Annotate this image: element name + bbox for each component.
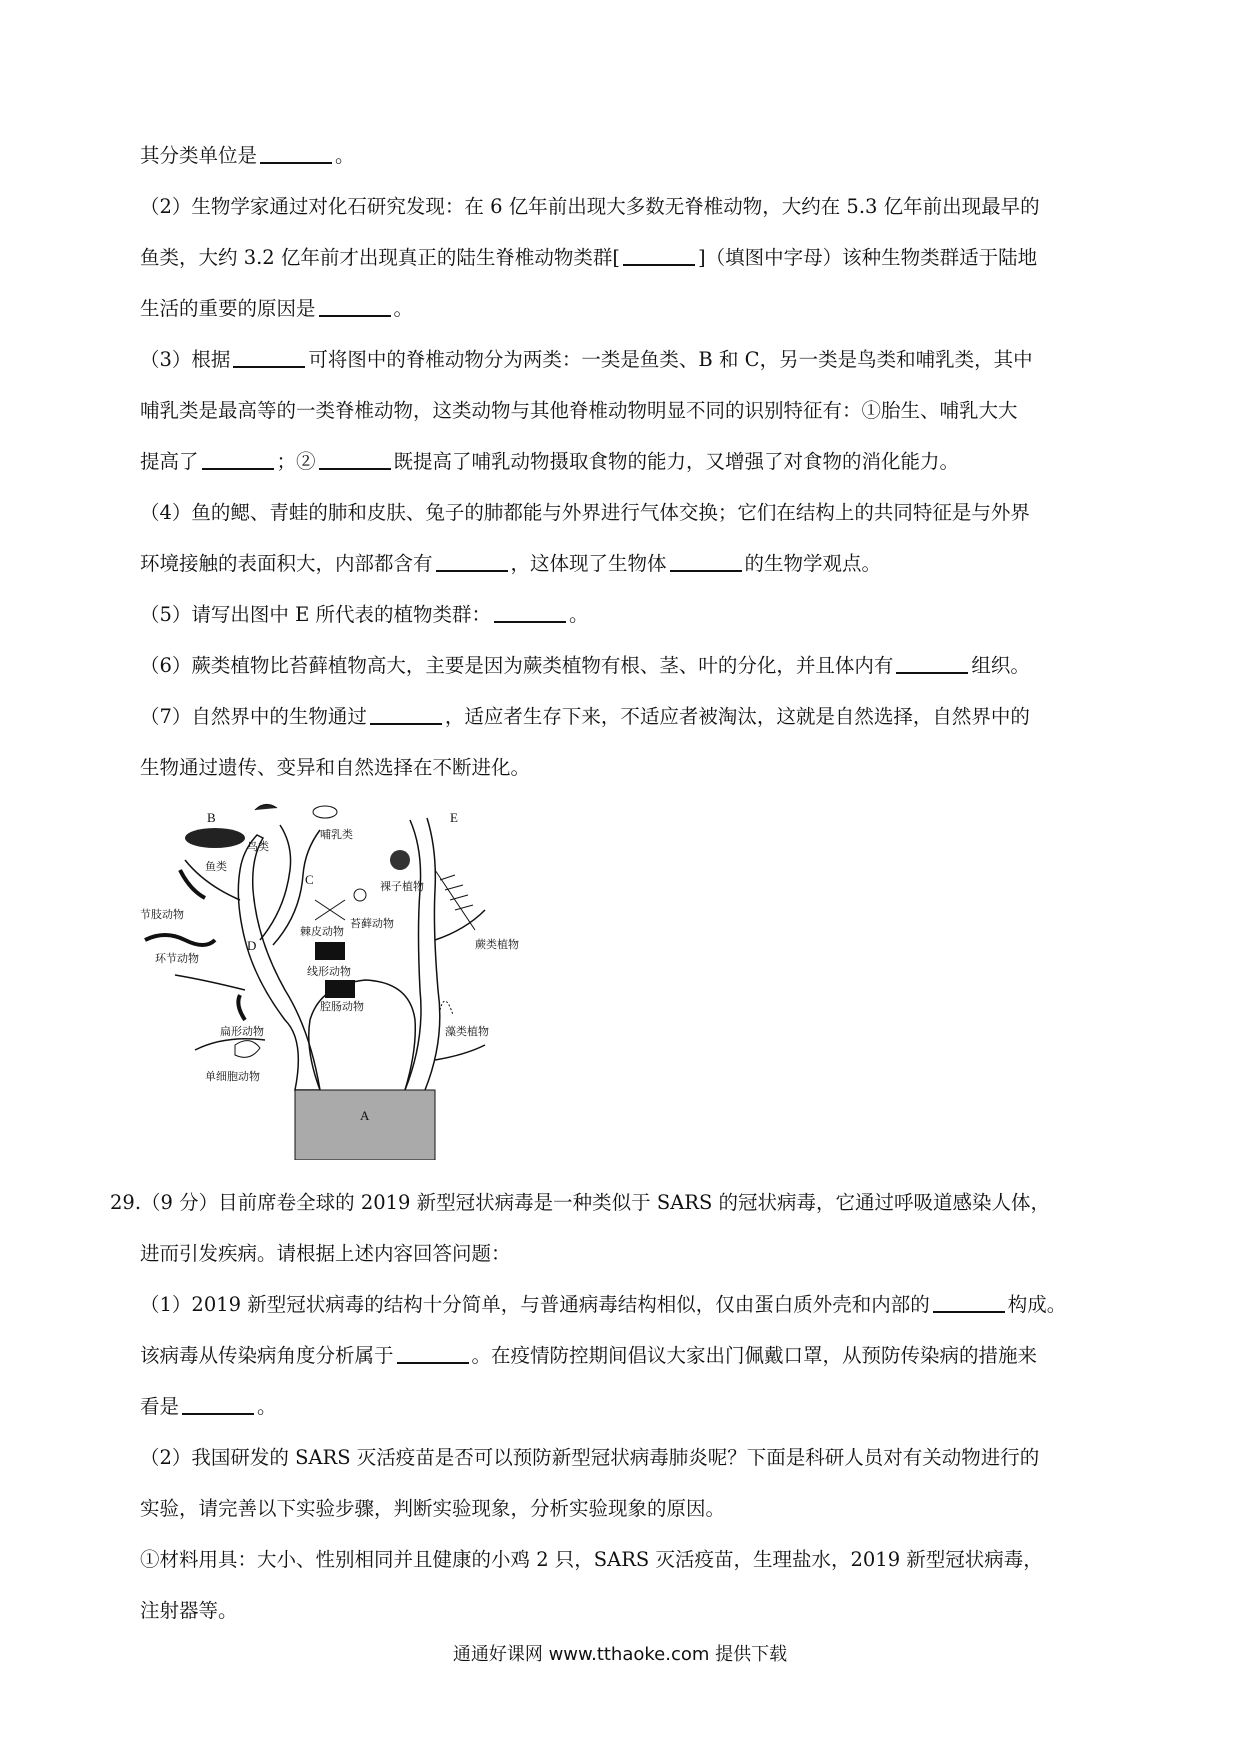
answer-blank[interactable] (233, 348, 305, 368)
letter-a: A (360, 1108, 370, 1123)
tree-annelid-branch (195, 1039, 265, 1050)
evolution-tree-figure (135, 790, 595, 1160)
cnidarian-illustration (325, 980, 355, 998)
answer-blank[interactable] (319, 450, 391, 470)
q28-p2-line-3: 生活的重要的原因是 。 (140, 297, 414, 320)
tree-trunk (295, 1090, 435, 1160)
label-protozoan: 单细胞动物 (205, 1070, 260, 1083)
q29-p3-line-2: 实验，请完善以下实验步骤，判断实验现象，分析实验现象的原因。 (140, 1497, 726, 1520)
nematode-illustration (315, 942, 345, 960)
q28-p3-line-3: 提高了 ；② 既提高了哺乳动物摄取食物的能力，又增强了对食物的消化能力。 (140, 450, 960, 473)
q28-p5: （5）请写出图中 E 所代表的植物类群： 。 (140, 603, 589, 626)
tree-fern-branch (435, 910, 485, 940)
q28-text (140, 130, 1125, 793)
q29-p2-line-1: （1）2019 新型冠状病毒的结构十分简单，与普通病毒结构相似，仅由蛋白质外壳和内部的 构成。 (140, 1293, 1067, 1316)
annelid-illustration (145, 935, 215, 945)
page-footer: 通通好课网 www.tthaoke.com 提供下载 (452, 1644, 788, 1665)
answer-blank[interactable] (436, 552, 508, 572)
q28-p3-line-1: （3）根据 可将图中的脊椎动物分为两类：一类是鱼类、B 和 C，另一类是鸟类和哺乳类，其中 (140, 348, 1033, 371)
label-echinoderm: 棘皮动物 (300, 925, 344, 938)
label-cnidarian: 腔肠动物 (320, 1000, 364, 1013)
q29-p2-line-3: 看是 。 (140, 1395, 277, 1418)
label-mammal: 哺乳类 (320, 828, 353, 841)
q28-p7-line-2: 生物通过遗传、变异和自然选择在不断进化。 (140, 756, 531, 779)
q29-p4-line-2: 注射器等。 (140, 1599, 238, 1622)
rabbit-illustration (313, 806, 337, 818)
answer-blank[interactable] (670, 552, 742, 572)
letter-c: C (305, 872, 314, 887)
algae-illustration (440, 1001, 453, 1015)
label-algae: 藻类植物 (445, 1025, 489, 1038)
gymnosperm-illustration (390, 850, 410, 870)
letter-b: B (207, 810, 216, 825)
fish-illustration (185, 828, 245, 848)
tree-algae-branch (435, 1045, 485, 1060)
q29-p2-line-2: 该病毒从传染病角度分析属于 。在疫情防控期间倡议大家出门佩戴口罩，从预防传染病的措施来 (140, 1344, 1038, 1367)
q28-p2-line-1: （2）生物学家通过对化石研究发现：在 6 亿年前出现大多数无脊椎动物，大约在 5.3 亿年前出现最早的 (140, 195, 1040, 218)
q29-p4-line-1: ①材料用具：大小、性别相同并且健康的小鸡 2 只，SARS 灭活疫苗，生理盐水，2019 新型冠状病毒， (140, 1548, 1043, 1571)
tree-right-branch-outer (425, 818, 440, 1090)
echinoderm-illustration (315, 900, 345, 920)
q29-p3-line-1: （2）我国研发的 SARS 灭活疫苗是否可以预防新型冠状病毒肺炎呢？下面是科研人员对有关动物进行的 (140, 1446, 1040, 1469)
label-fish: 鱼类 (205, 860, 227, 873)
q28-p4-line-1: （4）鱼的鳃、青蛙的肺和皮肤、兔子的肺都能与外界进行气体交换；它们在结构上的共同特征是与外界 (140, 501, 1030, 524)
q29-p1-line-2: 进而引发疾病。请根据上述内容回答问题： (140, 1242, 511, 1265)
q28-p4-line-2: 环境接触的表面积大，内部都含有 ，这体现了生物体 的生物学观点。 (140, 552, 882, 575)
q28-p7-line-1: （7）自然界中的生物通过 ，适应者生存下来，不适应者被淘汰，这就是自然选择，自然界中的 (140, 705, 1030, 728)
answer-blank[interactable] (202, 450, 274, 470)
label-arthropod: 节肢动物 (140, 908, 184, 921)
answer-blank[interactable] (182, 1395, 254, 1415)
protozoan-illustration (235, 1041, 260, 1058)
answer-blank[interactable] (933, 1293, 1005, 1313)
bird-illustration (255, 804, 277, 810)
label-fern: 蕨类植物 (475, 938, 519, 951)
flatworm-illustration (238, 995, 245, 1020)
q29-p1-line-1: 29.（9 分）目前席卷全球的 2019 新型冠状病毒是一种类似于 SARS 的冠状病毒，它通过呼吸道感染人体， (110, 1191, 1051, 1214)
answer-blank[interactable] (896, 654, 968, 674)
answer-blank[interactable] (260, 144, 332, 164)
answer-blank[interactable] (623, 246, 695, 266)
answer-blank[interactable] (319, 297, 391, 317)
q28-p2-line-2: 鱼类，大约 3.2 亿年前才出现真正的陆生脊椎动物类群[ ]（填图中字母）该种生物类群适于陆地 (140, 246, 1038, 269)
label-flatworm: 扁形动物 (220, 1025, 264, 1038)
answer-blank[interactable] (370, 705, 442, 725)
tree-arthropod-branch (175, 975, 245, 990)
fern-illustration (435, 870, 475, 930)
tree-loop (309, 980, 416, 1090)
q28-p3-line-2: 哺乳类是最高等的一类脊椎动物，这类动物与其他脊椎动物明显不同的识别特征有：①胎生、哺乳大大 (140, 399, 1018, 422)
arthropod-illustration (180, 870, 205, 898)
letter-e: E (450, 810, 458, 825)
letter-d: D (247, 938, 257, 953)
answer-blank[interactable] (397, 1344, 469, 1364)
label-bryozoan: 苔藓动物 (350, 917, 394, 930)
bryozoan-illustration (354, 889, 366, 901)
q29-text (110, 1177, 1125, 1636)
label-annelid: 环节动物 (155, 952, 199, 965)
label-bird: 鸟类 (247, 840, 269, 853)
q28-p6: （6）蕨类植物比苔藓植物高大，主要是因为蕨类植物有根、茎、叶的分化，并且体内有 组织。 (140, 654, 1030, 677)
q28-line-0: 其分类单位是 。 (140, 144, 355, 167)
answer-blank[interactable] (494, 603, 566, 623)
label-nematode: 线形动物 (307, 965, 351, 978)
label-gymnosperm: 裸子植物 (380, 880, 424, 893)
